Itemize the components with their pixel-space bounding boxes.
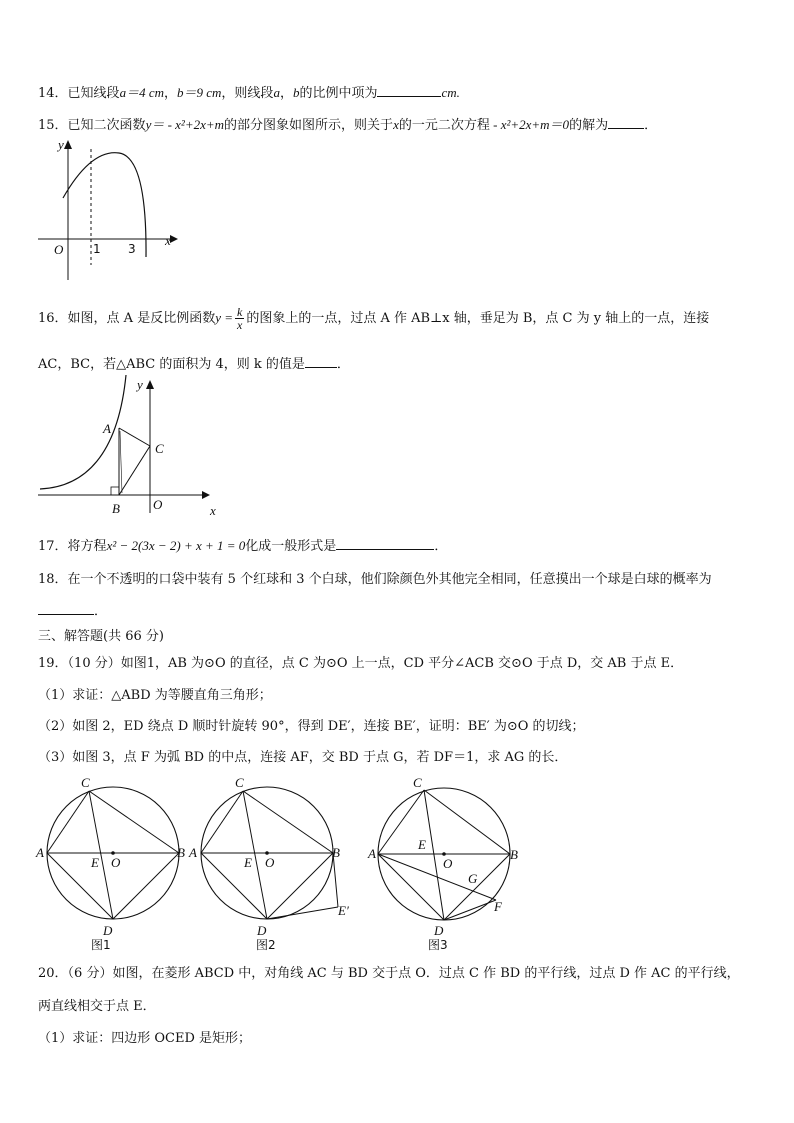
chord-AD: [201, 853, 267, 919]
point-B-label: B: [112, 501, 120, 516]
right-angle-mark: [111, 487, 119, 495]
chord-BC: [89, 791, 179, 853]
q14-a-expr: a＝4 cm: [119, 85, 164, 100]
q15-number: 15．: [38, 118, 68, 133]
chord-CD: [424, 790, 444, 920]
tick-label-3: 3: [128, 242, 136, 256]
q15-equation: - x²+2x+m＝0: [489, 117, 570, 132]
q14-number: 14．: [38, 86, 68, 101]
label-C: C: [413, 775, 422, 790]
q16-text-2: 的图象上的一点，过点 A 作 AB⊥x 轴，垂足为 B，点 C 为 y 轴上的一点，连接: [246, 311, 710, 326]
q16-hyperbola-graph: [30, 375, 220, 518]
question-18-line-2: [38, 601, 107, 621]
segment-AF: [378, 854, 496, 900]
q14-unit: cm.: [441, 85, 460, 100]
question-15: [38, 115, 657, 135]
x-label: x: [210, 503, 216, 518]
caption: 图2: [256, 938, 276, 952]
y-axis-arrow: [146, 380, 154, 389]
label-B: B: [177, 845, 185, 860]
q14-answer-blank: [377, 83, 441, 97]
label-G: G: [468, 871, 478, 886]
y-label: y: [137, 377, 143, 392]
q19-figure-2: [188, 775, 368, 955]
label-A: A: [368, 846, 376, 861]
x-axis-arrow: [202, 491, 210, 499]
x-axis-arrow: [170, 235, 178, 243]
label-D: D: [103, 923, 113, 938]
q15-text-2: 的部分图象如图所示，则关于: [224, 118, 394, 133]
q18-number: 18．: [38, 572, 68, 587]
x-label: x: [165, 233, 171, 248]
y-label: y: [58, 137, 64, 152]
q16-frac-den: x: [237, 318, 243, 332]
question-20-part-1: （1）求证：四边形 OCED 是矩形；: [38, 1031, 252, 1046]
q14-b-expr: b＝9 cm: [177, 85, 222, 100]
chord-AC: [201, 791, 243, 853]
tick-label-1: 1: [93, 242, 101, 256]
q14-b: b: [292, 85, 300, 100]
q16-text-3: AC，BC，若△ABC 的面积为 4，则 k 的值是: [38, 357, 305, 372]
q18-text-1: 在一个不透明的口袋中装有 5 个红球和 3 个白球，他们除颜色外其他完全相同，任意摸出一个球是白球的概率为: [67, 572, 712, 587]
chord-AC: [47, 791, 89, 853]
caption: 图1: [91, 938, 111, 952]
q15-answer-blank: [608, 115, 644, 129]
q15-end: ．: [644, 118, 658, 133]
label-E: E: [244, 855, 252, 870]
label-C: C: [235, 775, 244, 790]
chord-AD: [47, 853, 113, 919]
q15-text-3: 的一元二次方程: [398, 118, 490, 133]
label-O: O: [111, 855, 121, 870]
segment-DF: [444, 900, 496, 920]
label-B: B: [332, 845, 340, 860]
hyperbola-branch: [40, 375, 126, 489]
q16-number: 16．: [38, 311, 68, 326]
q18-answer-blank: [38, 601, 94, 615]
q15-function: y＝ - x²+2x+m: [145, 117, 225, 132]
q19-figure-1: [35, 775, 195, 955]
label-O: O: [443, 856, 453, 871]
q17-number: 17．: [38, 539, 68, 554]
label-E: E: [418, 837, 426, 852]
question-19-part-3: （3）如图 3，点 F 为弧 BD 的中点，连接 AF，交 BD 于点 G，若 DF＝1，求 AG 的长．: [38, 750, 568, 765]
question-14: [38, 83, 460, 103]
chord-BC: [243, 791, 333, 853]
label-E: E: [91, 855, 99, 870]
q16-answer-blank: [305, 354, 337, 368]
q15-text-1: 已知二次函数: [67, 118, 146, 133]
q16-text-1: 如图，点 A 是反比例函数: [67, 311, 216, 326]
question-19-head: 19．（10 分）如图1，AB 为⊙O 的直径，点 C 为⊙O 上一点，CD 平分∠ACB 交⊙O 于点 D，交 AB 于点 E．: [38, 656, 684, 671]
q17-equation: x² − 2(3x − 2) + x + 1 = 0: [106, 538, 246, 553]
question-19-part-1: （1）求证：△ABD 为等腰直角三角形；: [38, 688, 272, 703]
label-E-prime: E′: [338, 903, 349, 918]
label-B: B: [510, 847, 518, 862]
q14-sep: ，: [163, 86, 177, 101]
q15-parabola-graph: [30, 135, 190, 285]
question-16-line-1: [38, 306, 709, 331]
question-16-line-2: [38, 354, 350, 374]
section-heading: 三、解答题(共 66 分): [38, 629, 164, 644]
origin-label: O: [54, 242, 64, 257]
q17-text-2: 化成一般形式是: [245, 539, 337, 554]
label-A: A: [36, 845, 44, 860]
chord-BD: [113, 853, 179, 919]
q17-end: ．: [434, 539, 448, 554]
question-17: [38, 536, 447, 556]
caption: 图3: [428, 938, 448, 952]
q16-y-eq: y =: [215, 310, 233, 325]
q14-comma: ，: [279, 86, 293, 101]
q14-text-1: 已知线段: [67, 86, 120, 101]
label-C: C: [81, 775, 90, 790]
segment-AC: [119, 428, 150, 446]
label-D: D: [434, 923, 444, 938]
point-C-label: C: [155, 441, 164, 456]
q15-x: x: [393, 117, 399, 132]
question-20-head: 20．（6 分）如图，在菱形 ABCD 中，对角线 AC 与 BD 交于点 O．过点 C 作 BD 的平行线，过点 D 作 AC 的平行线，: [38, 966, 740, 981]
question-18-line-1: [38, 571, 712, 589]
q16-end: ．: [336, 357, 350, 372]
q19-figure-3: [368, 775, 538, 955]
label-O: O: [265, 855, 275, 870]
origin-label: O: [153, 497, 163, 512]
label-D: D: [257, 923, 267, 938]
q17-answer-blank: [336, 536, 434, 550]
y-axis-arrow: [64, 140, 72, 149]
segment-BE-prime: [333, 853, 338, 907]
label-F: F: [494, 899, 502, 914]
q17-text-1: 将方程: [67, 539, 107, 554]
chord-AD: [378, 854, 444, 920]
segment-BC: [119, 446, 150, 495]
q16-fraction: [235, 306, 244, 331]
point-A-label: A: [103, 421, 111, 436]
q14-text-2: ，则线段: [221, 86, 274, 101]
q14-text-3: 的比例中项为: [299, 86, 378, 101]
question-19-part-2: （2）如图 2，ED 绕点 D 顺时针旋转 90°，得到 DE′，连接 BE′，证明：BE′ 为⊙O 的切线；: [38, 719, 585, 734]
q16-frac-num: k: [237, 305, 243, 319]
q14-a: a: [273, 85, 280, 100]
q15-text-4: 的解为: [569, 118, 609, 133]
q18-end: ．: [94, 604, 108, 619]
question-20-head-2: 两直线相交于点 E．: [38, 999, 156, 1014]
chord-BC: [424, 790, 510, 854]
label-A: A: [189, 845, 197, 860]
